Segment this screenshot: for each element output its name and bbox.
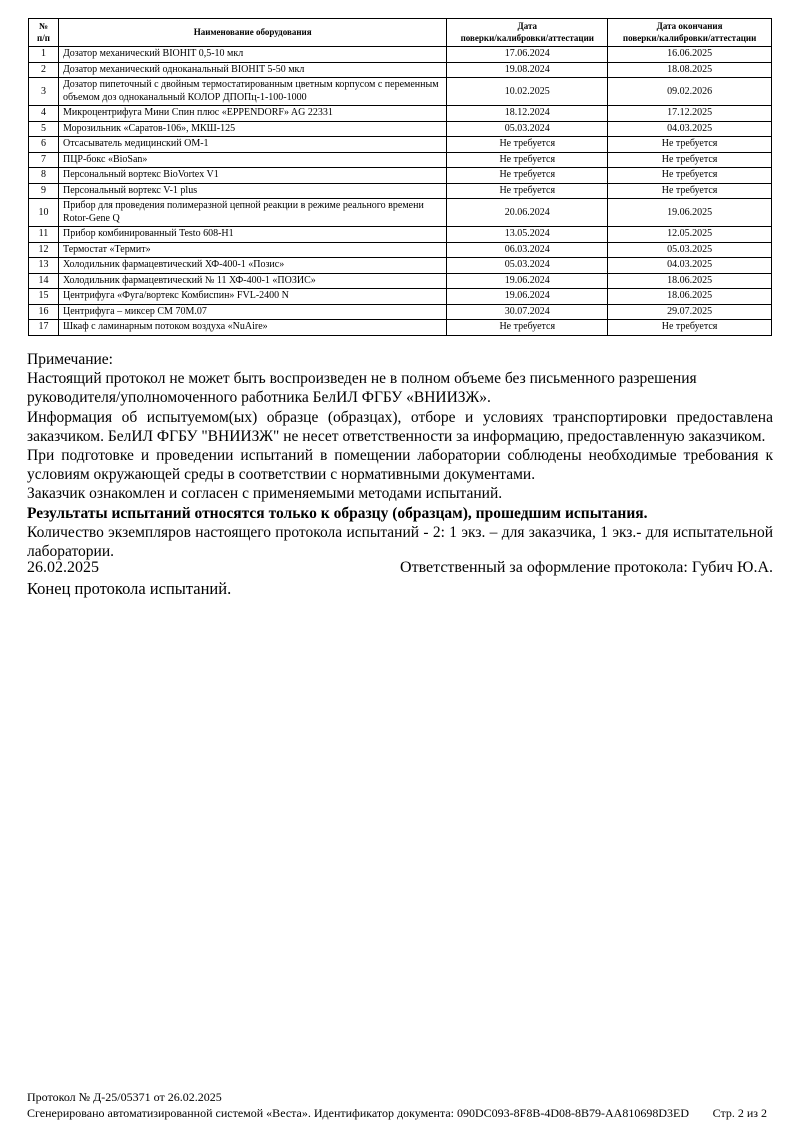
cell-verification-end-date: 09.02.2026 — [608, 78, 772, 106]
cell-verification-date: Не требуется — [447, 168, 608, 184]
cell-row-number: 5 — [29, 121, 59, 137]
cell-equipment-name: Шкаф с ламинарным потоком воздуха «NuAire» — [58, 320, 446, 336]
table-row — [29, 320, 772, 336]
signoff-row — [27, 558, 773, 578]
cell-row-number: 10 — [29, 199, 59, 227]
table-row — [29, 121, 772, 137]
cell-verification-date: 20.06.2024 — [447, 199, 608, 227]
equipment-table-body — [29, 47, 772, 336]
table-row — [29, 78, 772, 106]
notes-heading: Примечание: — [27, 351, 113, 368]
cell-verification-end-date: 18.08.2025 — [608, 62, 772, 78]
cell-verification-end-date: 04.03.2025 — [608, 258, 772, 274]
cell-verification-end-date: 18.06.2025 — [608, 289, 772, 305]
col-header-number — [29, 19, 59, 47]
cell-verification-end-date: Не требуется — [608, 183, 772, 199]
col-header-verification-end-date — [608, 19, 772, 47]
cell-verification-end-date: 16.06.2025 — [608, 47, 772, 63]
cell-row-number: 16 — [29, 304, 59, 320]
col-header-verification-date-line2: поверки/калибровки/аттестации — [460, 32, 594, 43]
cell-equipment-name: Центрифуга «Фуга/вортекс Комбиспин» FVL-2400 N — [58, 289, 446, 305]
col-header-number-line1: № — [38, 21, 48, 31]
footer-bottom-row — [27, 1105, 767, 1121]
footer-generated-info: Сгенерировано автоматизированной системой «Веста». Идентификатор документа: 090DC093-8F8B-4D08-8B79-AA810698D3ED — [27, 1106, 689, 1120]
cell-equipment-name: Дозатор механический одноканальный BIOHIT 5-50 мкл — [58, 62, 446, 78]
page-footer — [27, 1089, 767, 1121]
cell-row-number: 7 — [29, 152, 59, 168]
table-row — [29, 62, 772, 78]
cell-verification-date: 10.02.2025 — [447, 78, 608, 106]
cell-equipment-name: ПЦР-бокс «BioSan» — [58, 152, 446, 168]
table-row — [29, 137, 772, 153]
cell-verification-end-date: 04.03.2025 — [608, 121, 772, 137]
cell-verification-end-date: 17.12.2025 — [608, 106, 772, 122]
cell-verification-date: 05.03.2024 — [447, 121, 608, 137]
cell-verification-date: 19.06.2024 — [447, 289, 608, 305]
equipment-table — [28, 18, 772, 336]
cell-equipment-name: Прибор для проведения полимеразной цепной реакции в режиме реального времени Rotor-Gene Q — [58, 199, 446, 227]
header-row — [29, 19, 772, 47]
cell-verification-date: Не требуется — [447, 137, 608, 153]
cell-equipment-name: Холодильник фармацевтический № 11 ХФ-400-1 «ПОЗИС» — [58, 273, 446, 289]
note-paragraph-sample-info: Информация об испытуемом(ых) образце (образцах), отборе и условиях транспортировки предоставлена заказчиком. БелИЛ ФГБУ "ВНИИЗЖ" не несет ответственности за информацию, предоставленную заказчиком. — [27, 408, 773, 445]
cell-verification-date: Не требуется — [447, 152, 608, 168]
cell-row-number: 3 — [29, 78, 59, 106]
cell-verification-date: Не требуется — [447, 183, 608, 199]
cell-equipment-name: Микроцентрифуга Мини Спин плюс «EPPENDORF» AG 22331 — [58, 106, 446, 122]
note-paragraph-copies: Количество экземпляров настоящего протокола испытаний - 2: 1 экз. – для заказчика, 1 экз.- для испытательной лаборатории. — [27, 523, 773, 561]
col-header-verification-end-date-line1: Дата окончания — [656, 21, 723, 31]
cell-verification-end-date: Не требуется — [608, 168, 772, 184]
table-row — [29, 273, 772, 289]
cell-verification-date: 30.07.2024 — [447, 304, 608, 320]
table-row — [29, 152, 772, 168]
cell-verification-end-date: Не требуется — [608, 152, 772, 168]
table-row — [29, 106, 772, 122]
col-header-verification-date-line1: Дата — [517, 21, 538, 31]
equipment-table-header — [29, 19, 772, 47]
note-paragraph-environment: При подготовке и проведении испытаний в помещении лаборатории соблюдены необходимые требования к условиям окружающей среды в соответствии с нормативными документами. — [27, 447, 773, 484]
cell-verification-end-date: 29.07.2025 — [608, 304, 772, 320]
col-header-number-line2: п/п — [37, 32, 50, 43]
col-header-verification-end-date-line2: поверки/калибровки/аттестации — [622, 32, 757, 43]
cell-equipment-name: Морозильник «Саратов-106», МКШ-125 — [58, 121, 446, 137]
col-header-verification-date — [447, 19, 608, 47]
responsible-person: Ответственный за оформление протокола: Губич Ю.А. — [400, 559, 773, 576]
cell-row-number: 11 — [29, 227, 59, 243]
cell-row-number: 9 — [29, 183, 59, 199]
notes-section — [27, 350, 773, 561]
cell-equipment-name: Холодильник фармацевтический ХФ-400-1 «Позис» — [58, 258, 446, 274]
cell-row-number: 14 — [29, 273, 59, 289]
end-of-protocol-line: Конец протокола испытаний. — [27, 579, 232, 598]
cell-equipment-name: Отсасыватель медицинский ОМ-1 — [58, 137, 446, 153]
cell-equipment-name: Термостат «Термит» — [58, 242, 446, 258]
cell-verification-date: 17.06.2024 — [447, 47, 608, 63]
cell-verification-date: Не требуется — [447, 320, 608, 336]
footer-protocol-number: Протокол № Д-25/05371 от 26.02.2025 — [27, 1090, 222, 1104]
table-row — [29, 227, 772, 243]
cell-row-number: 15 — [29, 289, 59, 305]
cell-verification-end-date: 18.06.2025 — [608, 273, 772, 289]
cell-verification-end-date: Не требуется — [608, 320, 772, 336]
cell-verification-date: 06.03.2024 — [447, 242, 608, 258]
cell-verification-date: 19.08.2024 — [447, 62, 608, 78]
cell-verification-end-date: 12.05.2025 — [608, 227, 772, 243]
table-row — [29, 199, 772, 227]
protocol-date: 26.02.2025 — [27, 559, 99, 576]
cell-row-number: 2 — [29, 62, 59, 78]
cell-equipment-name: Персональный вортекс V-1 plus — [58, 183, 446, 199]
cell-verification-date: 05.03.2024 — [447, 258, 608, 274]
table-row — [29, 304, 772, 320]
table-row — [29, 183, 772, 199]
cell-equipment-name: Дозатор пипеточный с двойным термостатированным цветным корпусом с переменным объемом доз одноканальный КОЛОР ДПОПц-1-100-1000 — [58, 78, 446, 106]
note-paragraph-reproduction: Настоящий протокол не может быть воспроизведен не в полном объеме без письменного разрешения руководителя/уполномоченного работника БелИЛ ФГБУ «ВНИИЗЖ». — [27, 370, 697, 407]
cell-equipment-name: Центрифуга – миксер СМ 70М.07 — [58, 304, 446, 320]
table-row — [29, 289, 772, 305]
cell-row-number: 17 — [29, 320, 59, 336]
table-row — [29, 242, 772, 258]
cell-verification-date: 19.06.2024 — [447, 273, 608, 289]
cell-verification-end-date: 05.03.2025 — [608, 242, 772, 258]
table-row — [29, 258, 772, 274]
cell-row-number: 6 — [29, 137, 59, 153]
table-row — [29, 168, 772, 184]
note-paragraph-customer-agreement: Заказчик ознакомлен и согласен с применяемыми методами испытаний. — [27, 485, 503, 503]
cell-equipment-name: Персональный вортекс BioVortex V1 — [58, 168, 446, 184]
cell-verification-date: 18.12.2024 — [447, 106, 608, 122]
cell-verification-date: 13.05.2024 — [447, 227, 608, 243]
cell-verification-end-date: Не требуется — [608, 137, 772, 153]
cell-verification-end-date: 19.06.2025 — [608, 199, 772, 227]
table-row — [29, 47, 772, 63]
cell-equipment-name: Прибор комбинированный Testo 608-H1 — [58, 227, 446, 243]
cell-equipment-name: Дозатор механический BIOHIT 0,5-10 мкл — [58, 47, 446, 63]
note-paragraph-results-scope: Результаты испытаний относятся только к образцу (образцам), прошедшим испытания. — [27, 504, 648, 522]
cell-row-number: 1 — [29, 47, 59, 63]
cell-row-number: 8 — [29, 168, 59, 184]
cell-row-number: 4 — [29, 106, 59, 122]
cell-row-number: 13 — [29, 258, 59, 274]
cell-row-number: 12 — [29, 242, 59, 258]
footer-page-number: Стр. 2 из 2 — [712, 1106, 767, 1120]
col-header-equipment-name: Наименование оборудования — [58, 19, 446, 47]
